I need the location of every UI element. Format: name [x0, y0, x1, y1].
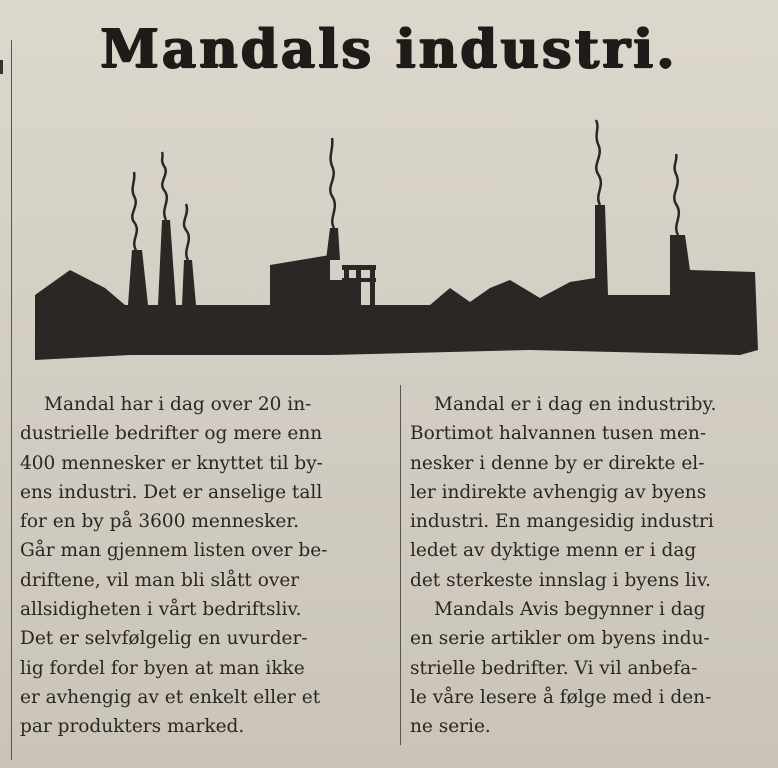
article-column-right: [410, 390, 772, 742]
text-line: ledet av dyktige menn er i dag: [410, 540, 697, 562]
text-line: ne serie.: [410, 716, 491, 738]
text-line: dustrielle bedrifter og mere enn: [20, 423, 323, 445]
text-line: det sterkeste innslag i byens liv.: [410, 569, 711, 591]
text-line: Mandal er i dag en industriby.: [434, 394, 717, 415]
text-line: er avhengig av et enkelt eller et: [20, 686, 321, 708]
left-column-rule: [11, 40, 12, 760]
text-line: le våre lesere å følge med i den-: [410, 686, 712, 708]
article-headline: Mandals industri.: [100, 18, 678, 80]
text-line: driftene, vil man bli slått over: [20, 569, 300, 591]
column-divider: [400, 385, 401, 745]
text-line: Mandal har i dag over 20 in-: [44, 394, 312, 415]
text-line: Går man gjennem listen over be-: [20, 540, 328, 562]
article-column-left: [20, 390, 390, 742]
text-line: en serie artikler om byens indu-: [410, 628, 710, 650]
text-line: Det er selvfølgelig en uvurder-: [20, 628, 308, 650]
text-line: Bortimot halvannen tusen men-: [410, 423, 707, 445]
text-line: industri. En mangesidig industri: [410, 511, 714, 533]
text-line: par produkters marked.: [20, 716, 245, 738]
factory-skyline-illustration: [30, 110, 760, 365]
text-line: nesker i denne by er direkte el-: [410, 452, 705, 474]
text-line: for en by på 3600 mennesker.: [20, 511, 299, 533]
text-line: lig fordel for byen at man ikke: [20, 657, 305, 679]
text-line: 400 mennesker er knyttet til by-: [20, 452, 323, 474]
text-line: ler indirekte avhengig av byens: [410, 481, 707, 503]
text-line: ens industri. Det er anselige tall: [20, 481, 323, 503]
text-line: Mandals Avis begynner i dag: [434, 599, 706, 621]
text-line: strielle bedrifter. Vi vil anbefa-: [410, 657, 698, 679]
text-line: allsidigheten i vårt bedriftsliv.: [20, 599, 302, 621]
